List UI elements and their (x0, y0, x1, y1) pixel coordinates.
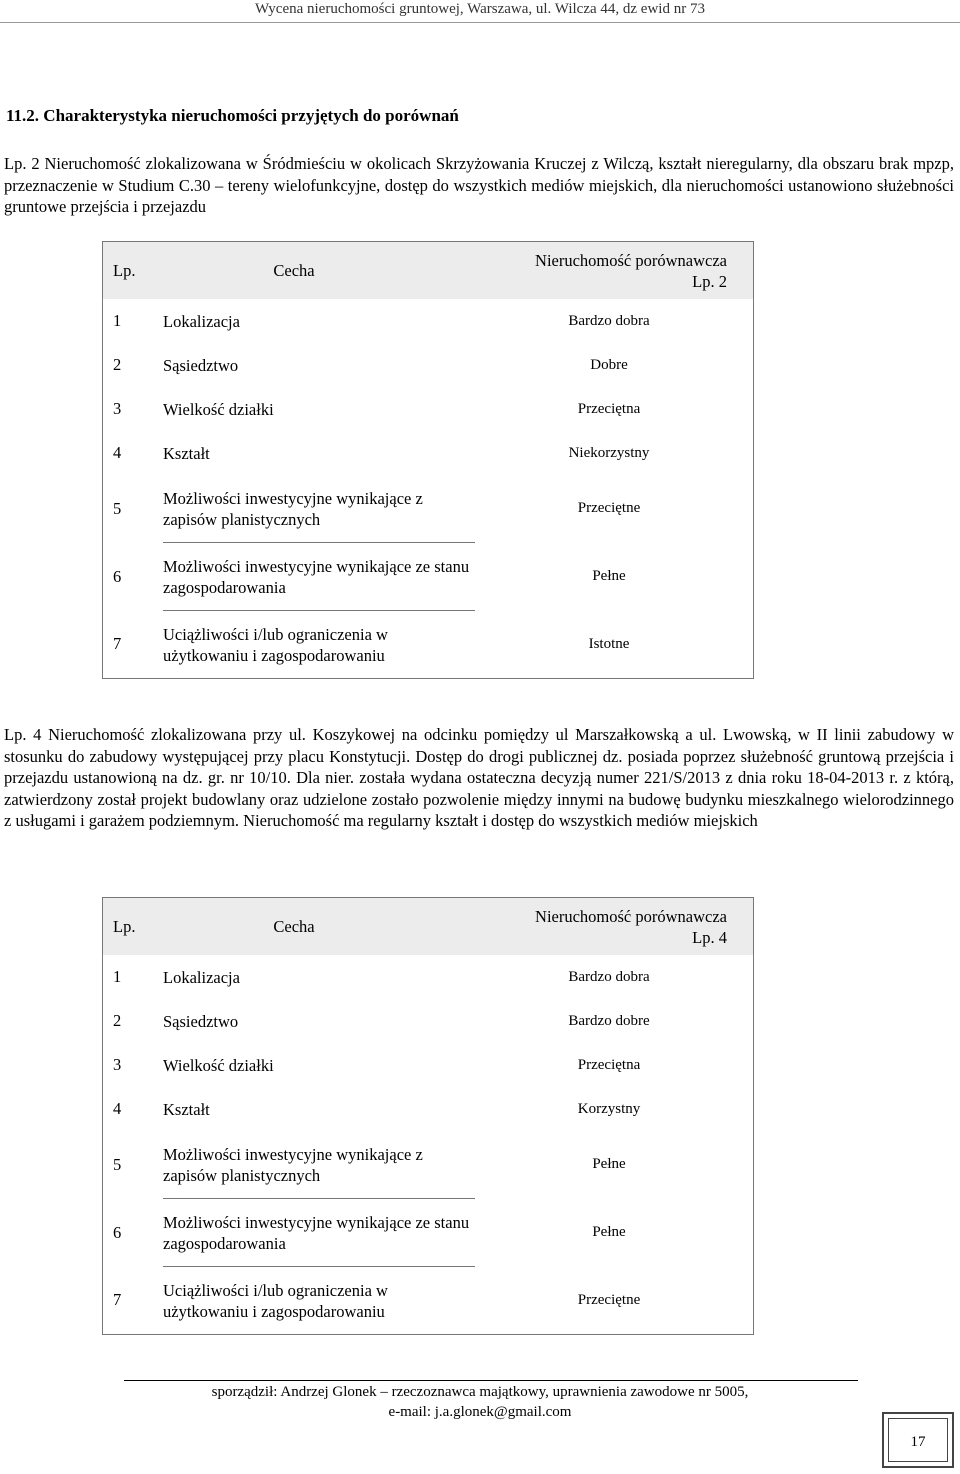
row-feature: Możliwości inwestycyjne wynikające z zapisów planistycznych (163, 1131, 475, 1199)
row-feature: Kształt (163, 1099, 210, 1119)
table-row (103, 999, 753, 1043)
table-row (103, 1043, 753, 1087)
row-value: Przeciętna (577, 1056, 641, 1073)
column-header-property-line1: Nieruchomość porównawcza (535, 906, 727, 926)
property-description-lp4: Lp. 4 Nieruchomość zlokalizowana przy ul. Koszykowej na odcinku pomiędzy ul Marszałkowską a ul. Lwowską, w II linii zabudowy w stosunku do zabudowy występującej przy placu Konstytucji. Dostęp do drogi publicznej dz. posiada poprzez służebność gruntową przejścia i przejazdu ustanowioną na dz. gr. nr 10/10. Dla nier. została wydana ostateczna decyzją numer 221/S/2013 z dnia roku 18-04-2013 r. z którą, zatwierdzony został projekt budowlany oraz udzielone zostało pozwolenie między innymi na budowę budynku mieszkalnego wielorodzinnego z usługami i garażem podziemnym. Nieruchomość ma regularny kształt i dostęp do wszystkich mediów miejskich (4, 725, 954, 830)
row-value: Bardzo dobra (568, 968, 650, 985)
page-footer (0, 1382, 960, 1422)
row-feature: Sąsiedztwo (163, 1011, 239, 1031)
table-row (103, 543, 753, 611)
row-value: Niekorzystny (568, 444, 650, 461)
row-feature: Sąsiedztwo (163, 355, 239, 375)
row-value: Istotne (588, 635, 630, 652)
row-number: 4 (113, 1099, 122, 1118)
row-feature: Uciążliwości i/lub ograniczenia w użytkowaniu i zagospodarowaniu (163, 624, 388, 665)
table-row (103, 1199, 753, 1267)
column-header-property (475, 242, 753, 299)
column-header-cecha: Cecha (163, 898, 475, 955)
row-value: Przeciętne (577, 500, 641, 517)
row-value: Pełne (592, 568, 626, 584)
row-value: Pełne (592, 1156, 626, 1173)
column-header-cecha: Cecha (163, 242, 475, 299)
row-number: 7 (113, 1290, 122, 1310)
column-header-property-line2: Lp. 4 (692, 927, 727, 947)
comparison-table-lp4 (103, 898, 753, 1334)
row-value: Przeciętne (577, 1291, 641, 1308)
row-feature: Kształt (163, 443, 210, 463)
row-number: 2 (113, 1011, 122, 1030)
table-header-row (103, 898, 753, 955)
row-number: 3 (113, 399, 122, 418)
row-value: Dobre (590, 356, 628, 373)
row-feature: Uciążliwości i/lub ograniczenia w użytkowaniu i zagospodarowaniu (163, 1280, 388, 1321)
table-row (103, 1087, 753, 1131)
row-number: 6 (113, 566, 122, 586)
row-value: Bardzo dobra (568, 312, 650, 329)
row-number: 5 (113, 498, 122, 518)
table-row (103, 955, 753, 999)
table-row (103, 431, 753, 475)
table-row (103, 343, 753, 387)
row-number: 6 (113, 1222, 122, 1242)
row-feature: Możliwości inwestycyjne wynikające ze stanu zagospodarowania (163, 543, 475, 611)
column-header-lp: Lp. (103, 898, 163, 955)
footer-email: e-mail: j.a.glonek@gmail.com (388, 1404, 572, 1420)
row-feature: Wielkość działki (163, 399, 274, 419)
column-header-property-line1: Nieruchomość porównawcza (535, 250, 727, 270)
property-description-lp2: Lp. 2 Nieruchomość zlokalizowana w Śródmieściu w okolicach Skrzyżowania Kruczej z Wilczą, kształt nieregularny, dla obszaru brak mpzp, przeznaczenie w Studium C.30 – tereny wielofunkcyjne, dostęp do wszystkich mediów miejskich, dla nieruchomości ustanowiono służebności gruntowe przejścia i przejazdu (4, 154, 954, 216)
row-number: 7 (113, 634, 122, 654)
row-number: 3 (113, 1055, 122, 1074)
row-number: 1 (113, 967, 122, 986)
column-header-property (475, 898, 753, 955)
page-number: 17 (888, 1418, 948, 1462)
table-row (103, 1267, 753, 1335)
row-value: Przeciętna (577, 400, 641, 417)
row-number: 1 (113, 311, 122, 330)
table-row (103, 387, 753, 431)
table-row (103, 611, 753, 679)
row-number: 2 (113, 355, 122, 374)
table-header-row (103, 242, 753, 299)
row-value: Bardzo dobre (568, 1012, 650, 1029)
running-header (0, 0, 960, 23)
comparison-table-lp2 (103, 242, 753, 678)
row-feature: Lokalizacja (163, 967, 240, 987)
row-value: Korzystny (577, 1100, 641, 1117)
row-feature: Możliwości inwestycyjne wynikające z zapisów planistycznych (163, 475, 475, 543)
column-header-lp: Lp. (103, 242, 163, 299)
section-title: 11.2. Charakterystyka nieruchomości przyjętych do porównań (6, 106, 459, 125)
row-feature: Możliwości inwestycyjne wynikające ze stanu zagospodarowania (163, 1199, 475, 1267)
footer-author: sporządził: Andrzej Glonek – rzeczoznawca majątkowy, uprawnienia zawodowe nr 5005, (211, 1384, 749, 1400)
table-row (103, 475, 753, 543)
row-value: Pełne (592, 1224, 626, 1240)
row-feature: Wielkość działki (163, 1055, 274, 1075)
table-row (103, 299, 753, 343)
row-number: 4 (113, 443, 122, 462)
table-row (103, 1131, 753, 1199)
row-feature: Lokalizacja (163, 311, 240, 331)
header-title: Wycena nieruchomości gruntowej, Warszawa, ul. Wilcza 44, dz ewid nr 73 (255, 1, 705, 17)
page-number-box (882, 1412, 954, 1468)
column-header-property-line2: Lp. 2 (692, 271, 727, 291)
row-number: 5 (113, 1154, 122, 1174)
footer-divider (124, 1380, 858, 1381)
